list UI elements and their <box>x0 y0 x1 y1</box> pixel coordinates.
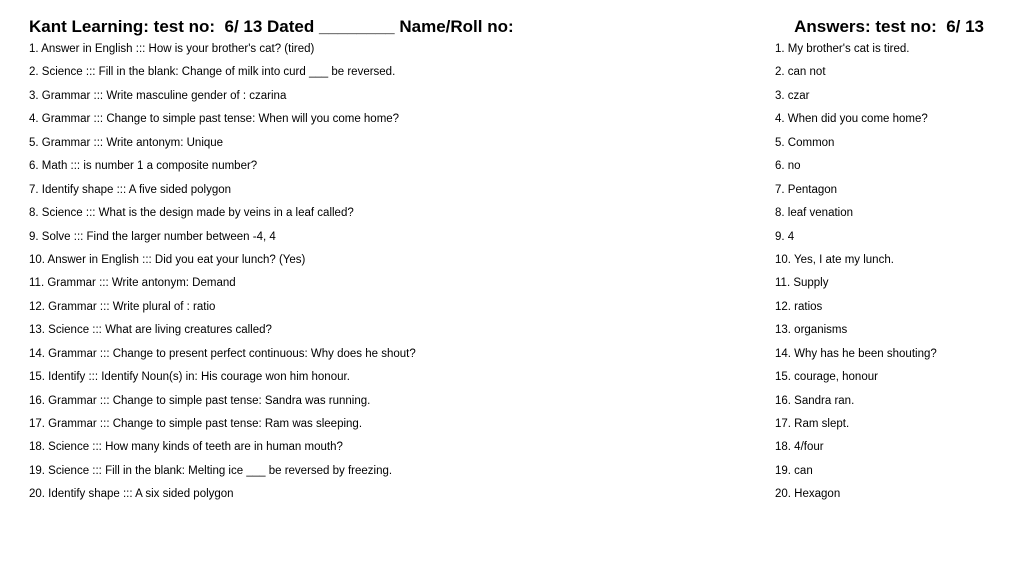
question-item: 20. Identify shape ::: A six sided polygon <box>29 488 234 501</box>
question-item: 2. Science ::: Fill in the blank: Change of milk into curd ___ be reversed. <box>29 66 396 79</box>
question-item: 10. Answer in English ::: Did you eat your lunch? (Yes) <box>29 253 306 266</box>
answers-list <box>775 38 1015 507</box>
answer-item: 1. My brother's cat is tired. <box>775 43 910 55</box>
answer-item: 20. Hexagon <box>775 488 841 501</box>
question-item: 12. Grammar ::: Write plural of : ratio <box>29 300 216 313</box>
answer-item: 15. courage, honour <box>775 371 878 384</box>
answer-item: 9. 4 <box>775 230 795 243</box>
answer-item: 5. Common <box>775 136 835 149</box>
question-item: 14. Grammar ::: Change to present perfect continuous: Why does he shout? <box>29 347 416 360</box>
question-item: 13. Science ::: What are living creatures called? <box>29 324 272 337</box>
worksheet-title: Kant Learning: test no: 6/ 13 Dated ________ Name/Roll no: <box>29 17 514 36</box>
question-item: 18. Science ::: How many kinds of teeth are in human mouth? <box>29 441 343 454</box>
answer-item: 8. leaf venation <box>775 207 854 220</box>
question-item: 9. Solve ::: Find the larger number between -4, 4 <box>29 230 276 243</box>
question-item: 17. Grammar ::: Change to simple past tense: Ram was sleeping. <box>29 418 363 430</box>
answer-item: 4. When did you come home? <box>775 113 928 126</box>
question-item: 4. Grammar ::: Change to simple past tense: When will you come home? <box>29 113 400 126</box>
answer-item: 2. can not <box>775 66 826 79</box>
question-item: 7. Identify shape ::: A five sided polygon <box>29 183 232 196</box>
question-item: 11. Grammar ::: Write antonym: Demand <box>29 277 236 290</box>
question-item: 3. Grammar ::: Write masculine gender of : czarina <box>29 89 287 102</box>
question-item: 5. Grammar ::: Write antonym: Unique <box>29 136 224 149</box>
answer-item: 7. Pentagon <box>775 183 838 196</box>
answer-item: 6. no <box>775 160 801 173</box>
answers-title: Answers: test no: 6/ 13 <box>794 17 984 36</box>
answer-item: 3. czar <box>775 89 810 102</box>
question-item: 16. Grammar ::: Change to simple past tense: Sandra was running. <box>29 394 371 407</box>
question-item: 6. Math ::: is number 1 a composite number? <box>29 160 258 173</box>
question-item: 8. Science ::: What is the design made by veins in a leaf called? <box>29 207 354 220</box>
answer-item: 18. 4/four <box>775 441 824 454</box>
answer-item: 16. Sandra ran. <box>775 394 855 407</box>
answer-item: 19. can <box>775 464 813 477</box>
question-item: 15. Identify ::: Identify Noun(s) in: His courage won him honour. <box>29 371 350 384</box>
question-item: 1. Answer in English ::: How is your brother's cat? (tired) <box>29 43 315 55</box>
answer-item: 12. ratios <box>775 300 823 313</box>
question-item: 19. Science ::: Fill in the blank: Melting ice ___ be reversed by freezing. <box>29 464 393 477</box>
answer-item: 17. Ram slept. <box>775 418 850 430</box>
answer-item: 13. organisms <box>775 324 848 337</box>
answer-item: 14. Why has he been shouting? <box>775 347 937 360</box>
answer-item: 10. Yes, I ate my lunch. <box>775 253 894 266</box>
questions-list <box>29 38 729 507</box>
answer-item: 11. Supply <box>775 277 829 290</box>
